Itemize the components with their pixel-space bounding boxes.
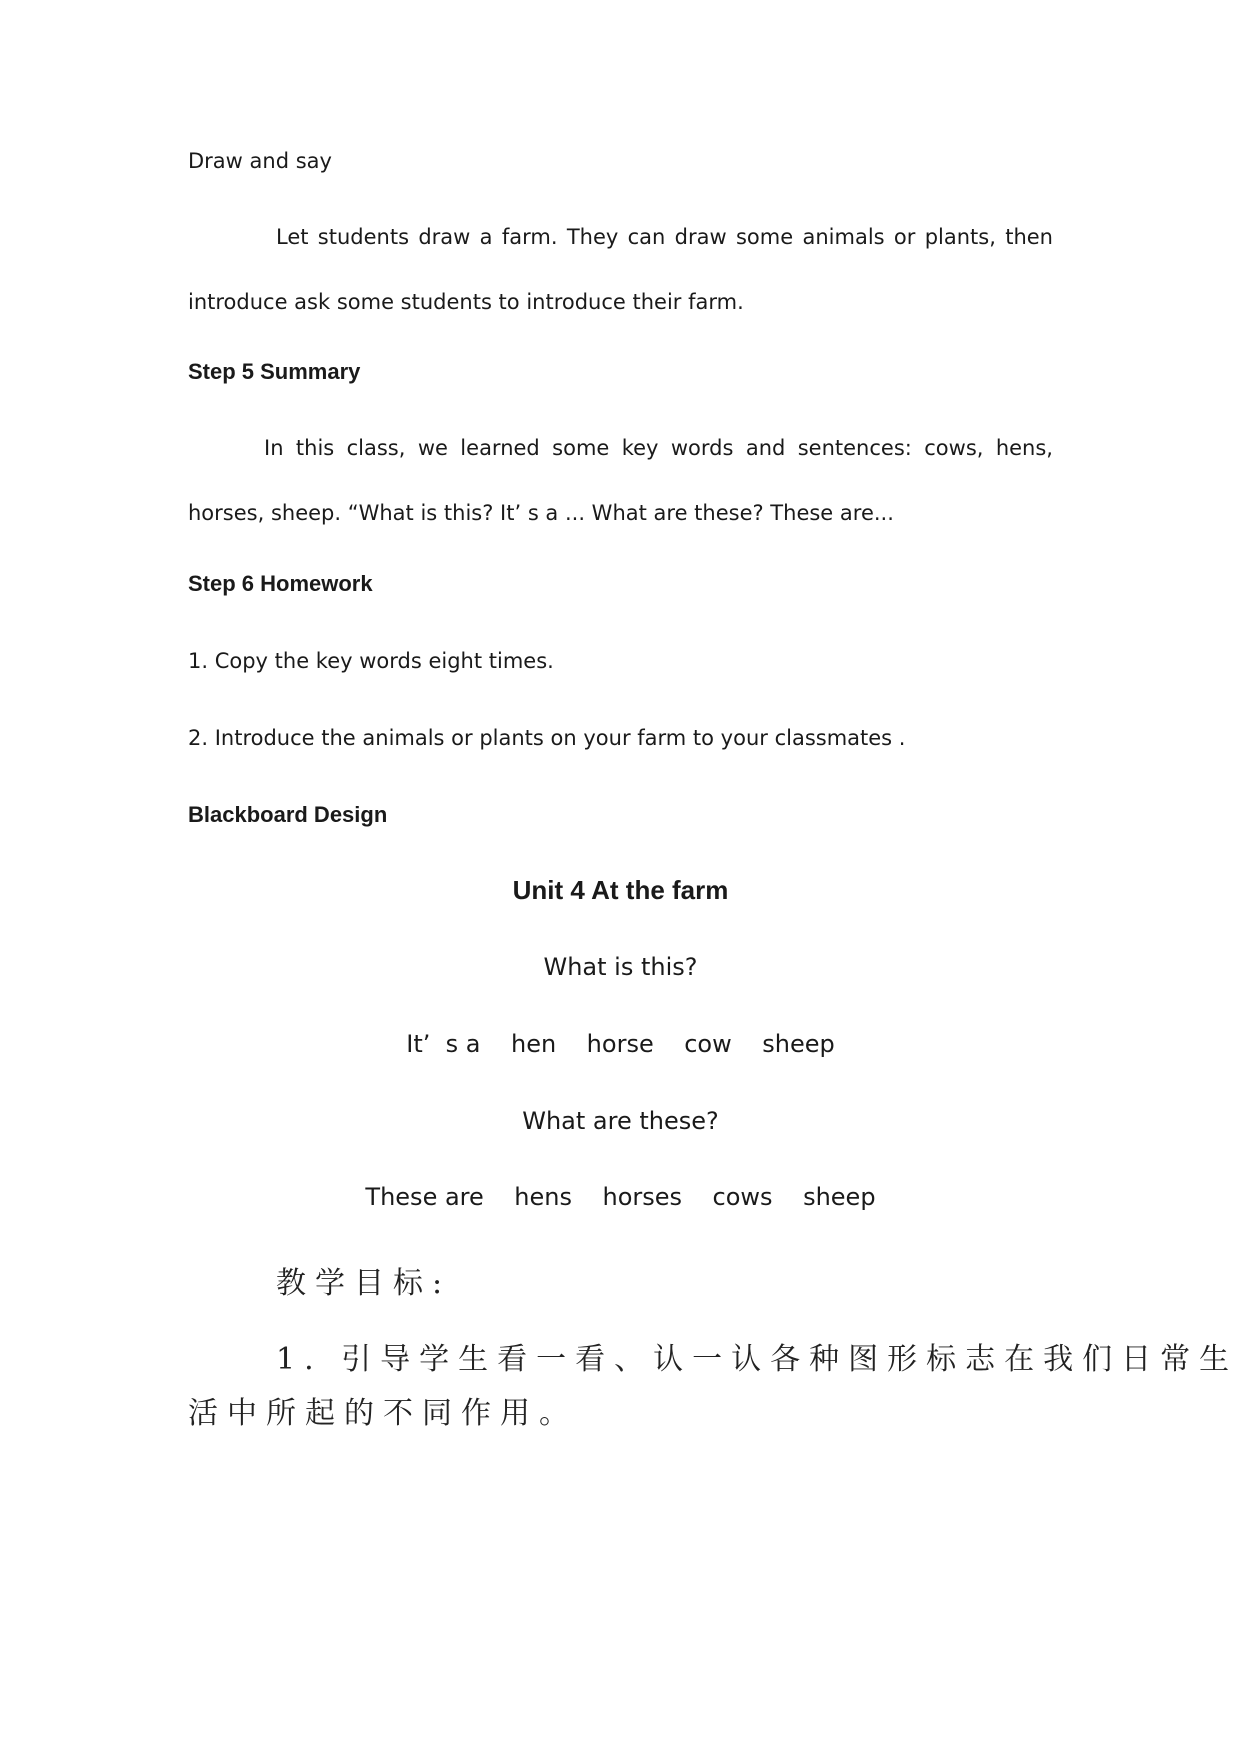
step-6-homework-heading: Step 6 Homework	[188, 571, 373, 596]
objective-1-line-1: 1. 引导学生看一看、认一认各种图形标志在我们日常生	[276, 1342, 1239, 1377]
draw-and-say-heading: Draw and say	[188, 149, 332, 173]
blackboard-design-heading: Blackboard Design	[188, 802, 388, 827]
blackboard-title: Unit 4 At the farm	[512, 875, 729, 905]
objectives-heading: 教学目标:	[276, 1266, 452, 1301]
step-5-summary-heading: Step 5 Summary	[188, 359, 361, 384]
draw-and-say-paragraph: Let students draw a farm. They can draw some animals or plants, then introduce ask some students to introduce their farm.	[188, 225, 1053, 314]
blackboard-line-2: It’ s a hen horse cow sheep	[406, 1030, 835, 1058]
blackboard-line-1: What is this?	[543, 953, 698, 981]
blackboard-line-3: What are these?	[522, 1107, 719, 1135]
homework-item-2: 2. Introduce the animals or plants on your farm to your classmates .	[188, 726, 906, 750]
objective-1-line-2: 活中所起的不同作用。	[188, 1396, 578, 1431]
summary-paragraph: In this class, we learned some key words and sentences: cows, hens, horses, sheep. “What is this? It’ s a ... What are these? These are...	[188, 436, 1053, 525]
blackboard-line-4: These are hens horses cows sheep	[365, 1183, 876, 1211]
homework-item-1: 1. Copy the key words eight times.	[188, 649, 554, 673]
